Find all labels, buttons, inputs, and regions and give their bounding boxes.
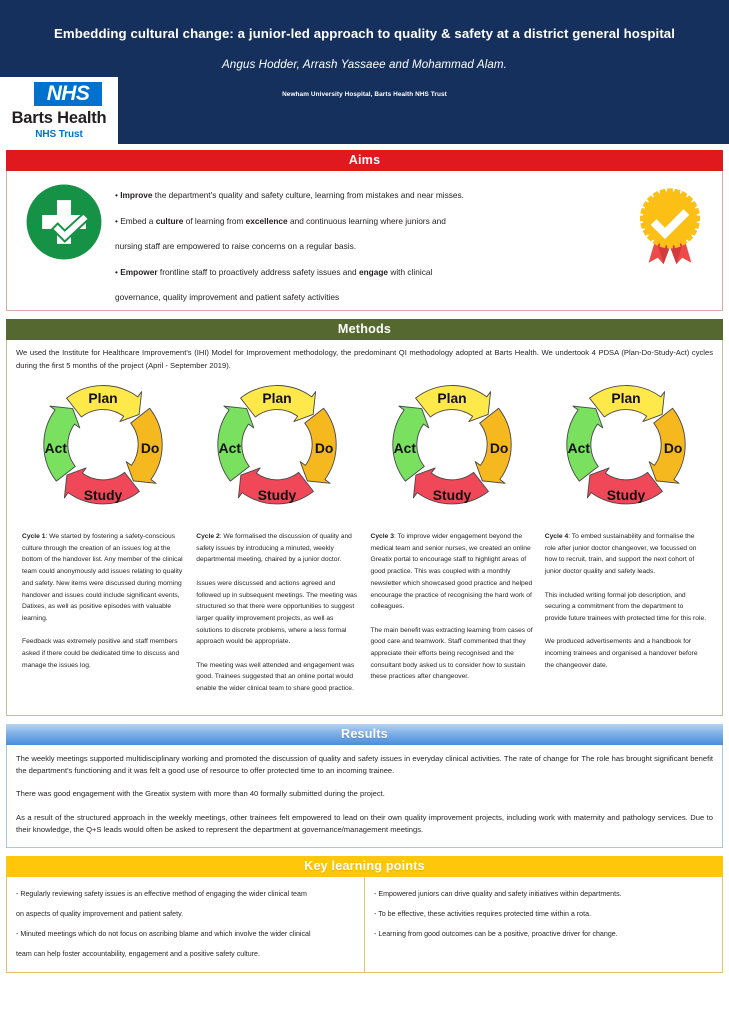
key-learning-point: - To be effective, these activities requires protected time within a rota. — [374, 909, 591, 918]
pdsa-cycle-column-2 — [190, 378, 364, 707]
aims-bullet-line — [115, 183, 612, 209]
pdsa-label-study: Study — [432, 487, 471, 504]
aims-text: the department's quality and safety culture, learning from mistakes and near misses. — [152, 190, 464, 200]
cycle-paragraph: Cycle 3: To improve wider engagement beyond the medical team and senior nurses, we created an online Greatix portal to encourage staff to highlight areas of good practice. This was coupled with a monthly newsletter which showcased good practice and helped encourage the practice of recognising the hard work of colleagues. — [370, 533, 533, 611]
pdsa-cycles-row — [16, 378, 713, 707]
pdsa-label-plan: Plan — [88, 390, 118, 407]
results-body — [6, 745, 723, 848]
aims-text: • — [115, 190, 121, 200]
pdsa-cycle-diagram — [378, 378, 526, 517]
pdsa-label-study: Study — [258, 487, 297, 504]
methods-band-title: Methods — [6, 319, 723, 340]
pdsa-label-act: Act — [44, 440, 68, 457]
pdsa-cycle-column-1 — [16, 378, 190, 707]
aims-bullet-line — [115, 285, 612, 311]
key-learning-point: team can help foster accountability, engagement and a positive safety culture. — [16, 949, 260, 958]
aims-bullet-line — [115, 260, 612, 286]
methods-intro-text: We used the Institute for Healthcare Improvement's (IHI) Model for Improvement methodology, the predominant QI methodology adopted at Barts Health. We undertook 4 PDSA (Plan-Do-Study-Act) cycles during the first 5 months of the project (April - September 2019). — [16, 348, 713, 370]
aims-text: and continuous learning where juniors and — [287, 215, 446, 226]
poster-header — [0, 0, 729, 144]
aims-bullet-line — [115, 234, 612, 260]
pdsa-label-do: Do — [315, 440, 334, 457]
cycle-heading: Cycle 3 — [370, 533, 394, 540]
aims-body — [6, 171, 723, 311]
cycle-description — [545, 531, 707, 671]
trust-name: NHS Trust — [35, 129, 83, 140]
aims-emphasis: Improve — [120, 190, 153, 200]
cycle-paragraph: Cycle 1: We started by fostering a safety-conscious culture through the creation of an issues log at the bottom of the handover list. Any member of the clinical team could anonymously add issues relating to quality and safety. New items were discussed during morning handover and issues could include significant events, Datixes, as well as positive episodes with valuable learning. — [22, 533, 183, 622]
cycle-paragraph: The meeting was well attended and engagement was good. Trainees suggested that an online portal would enable the wider clinical team to share good practice. — [196, 661, 355, 693]
cycle-paragraph: The main benefit was extracting learning from cases of good care and teamwork. Staff commented that they appreciate their efforts being recognised and the consultant body asked us to consider how to sustain these practices after changeover. — [370, 626, 533, 681]
aims-emphasis: excellence — [245, 215, 288, 226]
aims-emphasis: engage — [358, 266, 389, 277]
organisation-name: Barts Health — [11, 109, 107, 127]
results-band-title: Results — [6, 724, 723, 745]
cycle-heading: Cycle 4 — [544, 533, 569, 540]
cycle-description — [371, 531, 533, 683]
pdsa-label-act: Act — [567, 440, 590, 457]
gold-award-rosette-icon — [634, 187, 706, 267]
cycle-description — [196, 531, 358, 695]
key-learning-point: - Minuted meetings which do not focus on ascribing blame and which involve the wider clinical — [16, 929, 311, 938]
aims-band-title: Aims — [6, 150, 723, 171]
key-learning-point: - Empowered juniors can drive quality and safety initiatives within departments. — [374, 889, 622, 898]
cycle-paragraph: This included writing formal job description, and securing a commitment from the department to provide future trainees with protected time for this role. — [544, 591, 707, 622]
cycle-paragraph: Feedback was extremely positive and staff members asked if there could be dedicated time to discuss and manage the issues log. — [22, 638, 180, 669]
pdsa-label-plan: Plan — [611, 390, 641, 407]
pdsa-label-do: Do — [663, 440, 683, 457]
pdsa-label-do: Do — [141, 440, 160, 457]
aims-text: with clinical — [388, 266, 433, 277]
pdsa-cycle-diagram — [552, 378, 700, 517]
pdsa-label-do: Do — [489, 440, 509, 457]
cycle-heading: Cycle 2 — [196, 533, 220, 540]
methods-body — [6, 340, 723, 716]
pdsa-label-plan: Plan — [436, 390, 467, 407]
methods-section — [6, 319, 723, 716]
pdsa-cycle-diagram — [29, 378, 177, 517]
pdsa-label-act: Act — [393, 440, 416, 457]
results-paragraph: There was good engagement with the Greatix system with more than 40 formally submitted during the project. — [16, 789, 385, 799]
key-learning-body — [6, 877, 723, 973]
results-paragraph: As a result of the structured approach in the weekly meetings, other trainees felt empowered to lead on their own quality improvement projects, including work with maternity and pathology services. Due to their knowledge, the Q+S leads would often be asked to represent the department at governance/management meetings. — [16, 812, 713, 835]
aims-emphasis: culture — [155, 215, 184, 226]
pdsa-label-plan: Plan — [262, 390, 293, 407]
cycle-paragraph: Cycle 4: To embed sustainability and formalise the role after junior doctor changeover, we focussed on how to recruit, train, and support the next cohort of junior doctor quality and safety leads. — [544, 533, 697, 576]
nhs-logo-mark: NHS — [34, 82, 102, 106]
aims-text: • Embed a — [115, 215, 156, 226]
cycle-paragraph: Cycle 2: We formalised the discussion of quality and safety issues by introducing a minuted, weekly departmental meeting, chaired by a junior doctor. — [196, 533, 352, 564]
page-title: Embedding cultural change: a junior-led approach to quality & safety at a district general hospital — [53, 26, 676, 41]
pdsa-cycle-diagram — [203, 378, 351, 517]
aims-bullet-list — [115, 181, 612, 311]
cycle-description — [22, 531, 184, 671]
results-paragraph: The weekly meetings supported multidisciplinary working and promoted the discussion of quality and safety issues in everyday clinical activities. The rate of change for The role has brought significant benefit the department's functioning and it was felt a good use of resource to offer protected time to an incoming trainee. — [16, 753, 713, 775]
key-learning-section — [6, 856, 723, 973]
aims-text: governance, quality improvement and patient safety activities — [115, 292, 340, 302]
pdsa-cycle-column-3 — [365, 378, 539, 707]
key-learning-band-title: Key learning points — [6, 856, 723, 877]
key-learning-point: - Learning from good outcomes can be a positive, proactive driver for change. — [374, 929, 618, 938]
aims-text: nursing staff are empowered to raise concerns on a regular basis. — [115, 241, 357, 251]
nhs-barts-health-logo — [0, 77, 118, 144]
aims-emphasis: Empower — [120, 266, 158, 277]
affiliation: Newham University Hospital, Barts Health NHS Trust — [282, 90, 447, 98]
key-learning-point: on aspects of quality improvement and patient safety. — [16, 909, 184, 918]
pdsa-cycle-column-4 — [539, 378, 713, 707]
key-learning-left-column — [7, 877, 365, 972]
aims-text: of learning from — [183, 215, 246, 226]
key-learning-point: - Regularly reviewing safety issues is an effective method of engaging the wider clinical team — [16, 889, 307, 898]
cycle-paragraph: We produced advertisements and a handbook for incoming trainees and organised a handover before the changeover date. — [544, 638, 698, 669]
cycle-paragraph: Issues were discussed and actions agreed and followed up in subsequent meetings. The meeting was structured so that there were opportunities to suggest larger quality improvement projects, as well as solutions to discrete problems, where a less formal approach would be appropriate. — [196, 579, 358, 646]
aims-section — [6, 150, 723, 311]
pdsa-label-study: Study — [606, 487, 646, 504]
results-section — [6, 724, 723, 848]
green-medical-cross-check-icon — [25, 183, 103, 261]
pdsa-label-act: Act — [219, 440, 242, 457]
key-learning-right-column — [365, 877, 722, 972]
author-list: Angus Hodder, Arrash Yassaee and Mohammad Alam. — [221, 57, 508, 71]
aims-text: frontline staff to proactively address safety issues and — [157, 266, 359, 277]
cycle-heading: Cycle 1 — [22, 533, 46, 540]
aims-text: • — [115, 266, 121, 277]
pdsa-label-study: Study — [83, 487, 123, 504]
aims-bullet-line — [115, 209, 612, 235]
